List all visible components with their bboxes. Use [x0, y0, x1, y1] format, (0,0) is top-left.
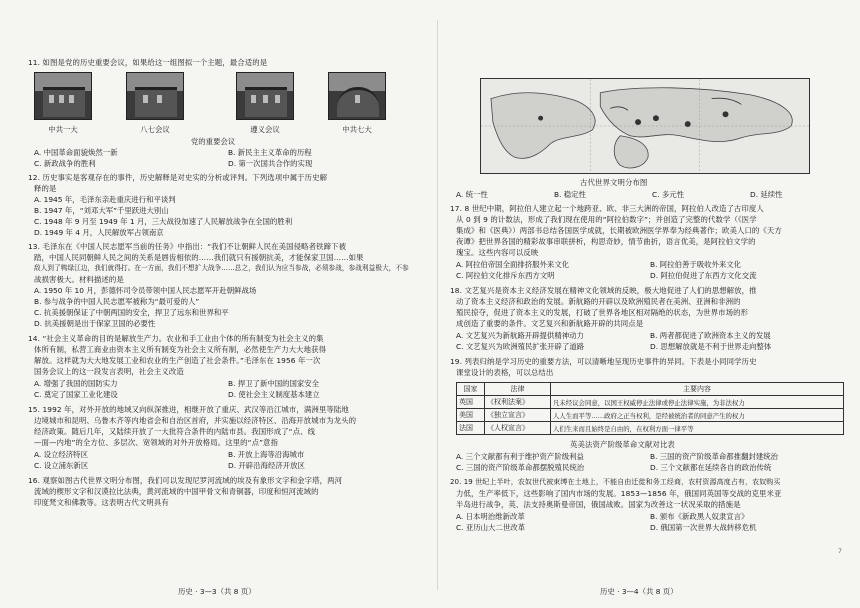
q15-line-3: 经济政策。随后几年，又陆续开放了一大批符合条件的内陆市县。我国形成了“点、线: [34, 427, 316, 436]
table-cell: 人人生而平等……政府之正当权利，是经被统治者的同意产生的权力: [551, 409, 844, 422]
q20-line-3: 半岛进行战争，英、法支持奥斯曼帝国，俄国战败。国家为改善这一状况采取的措施是: [456, 500, 741, 509]
q12-option-d[interactable]: D. 1949 年 4 月，人民解放军占领南京: [34, 228, 164, 237]
q13-line-2: 踏，中国人民同朝鲜人民之间的关系是唇齿相依的……我们就只有援朝抗美，才能保家卫国……如果: [34, 253, 364, 262]
table-row: [457, 396, 844, 409]
q16-option-d[interactable]: D. 延续性: [750, 190, 783, 199]
q15-option-c[interactable]: C. 设立浦东新区: [34, 461, 89, 470]
q20-line-2: 力低，生产率低下，这些影响了国内市场的发展。1853—1856 年，俄国同英国等交战的克里米亚: [456, 489, 782, 498]
table-cell: 《人权宣言》: [485, 422, 551, 435]
q17-option-d[interactable]: D. 阿拉伯促进了东西方文化交流: [650, 271, 757, 280]
q18-line-1: 18. 文艺复兴是资本主义经济发展在精神文化领域的反映，极大地促进了人们的思想解放，推: [450, 286, 757, 295]
q19-line-2: 课堂设计的表格，可以总结出: [456, 368, 554, 377]
right-page-footer: 历史 · 3—4（共 8 页）: [600, 587, 678, 596]
q14-line-4: 国务会议上的这一段发言表明，社会主义改造: [34, 367, 184, 376]
q15-line-1: 15. 1992 年，对外开放的地域又向纵深推进，相继开放了重庆、武汉等沿江城市，满洲里等陆地: [28, 405, 349, 414]
table-header-row: [457, 383, 844, 396]
table-caption: 英美法资产阶级革命文献对比表: [570, 440, 675, 449]
ancient-civilization-map: [480, 78, 810, 174]
q20-option-c[interactable]: C. 亚历山大二世改革: [456, 523, 525, 532]
q11-stem: 11. 如图是党的历史重要会议，如果给这一组图拟一个主题，最合适的是: [28, 58, 268, 67]
q18-option-a[interactable]: A. 文艺复兴为新航路开辟提供精神动力: [456, 331, 584, 340]
q11-option-d[interactable]: D. 第一次国共合作的实现: [228, 159, 313, 168]
q13-option-a[interactable]: A. 1950 年 10 月，彭德怀司令员带领中国人民志愿军开赴朝鲜战场: [34, 286, 257, 295]
q11-option-a[interactable]: A. 中国革命面貌焕然一新: [34, 148, 118, 157]
photo-label-baqi: 八七会议: [140, 125, 170, 134]
photo-zunyi: [236, 72, 294, 120]
q17-line-2: 从 0 到 9 的计数法，形成了我们现在使用的“阿拉伯数字”；并创造了完整的代数学（《医学: [456, 215, 757, 224]
q19-option-a[interactable]: A. 三个文献都有利于维护资产阶级利益: [456, 452, 584, 461]
q18-option-d[interactable]: D. 思想解放就是不利于世界走向整体: [650, 342, 772, 351]
q17-line-4: 夜谭》把世界各国的精彩故事串联拼析，构思奇妙，情节曲折，语言优美，是阿拉伯文学的: [456, 237, 756, 246]
q18-line-4: 成创造了重要的条件。文艺复兴和新航路开辟的共同点是: [456, 319, 644, 328]
q17-option-a[interactable]: A. 阿拉伯帝国全面排挤服外来文化: [456, 260, 570, 269]
table-cell: 法国: [457, 422, 485, 435]
q12-line-2: 释的是: [34, 184, 57, 193]
table-cell: 英国: [457, 396, 485, 409]
photo-label-yida: 中共一大: [48, 125, 78, 134]
table-header: 主要内容: [551, 383, 844, 396]
q14-option-c[interactable]: C. 奠定了国家工业化建设: [34, 390, 118, 399]
q17-option-b[interactable]: B. 阿拉伯善于吸收外来文化: [650, 260, 742, 269]
q19-option-b[interactable]: B. 三国的资产阶级革命都推翻封建统治: [650, 452, 779, 461]
q11-option-c[interactable]: C. 新政战争的胜利: [34, 159, 96, 168]
q14-line-3: 解放。这样就为大大地发展工业和农业的生产创造了社会条件。”毛泽东在 1956 年一次: [34, 356, 321, 365]
q15-line-4: —面—内地”的全方位、多层次、宽领域的对外开放格局。这里的“点”意指: [34, 438, 278, 447]
table-row: [457, 409, 844, 422]
q11-option-b[interactable]: B. 新民主主义革命的历程: [228, 148, 312, 157]
q17-line-3: 集成》和《医典》）两部书总结各国医学成就，长期被欧洲医学界奉为经典著作；欧美人口的《天方: [456, 226, 782, 235]
q12-option-b[interactable]: B. 1947 年，“刘邓大军”千里跃进大别山: [34, 206, 169, 215]
left-page: [28, 0, 428, 608]
q14-option-b[interactable]: B. 捍卫了新中国的国家安全: [228, 379, 320, 388]
law-comparison-table: [456, 382, 844, 435]
table-cell: 人们生来而且始终是自由的，在权利方面一律平等: [551, 422, 844, 435]
q14-option-a[interactable]: A. 增强了我国的国防实力: [34, 379, 118, 388]
q12-option-a[interactable]: A. 1945 年，毛泽东亲赴重庆进行和平谈判: [34, 195, 176, 204]
q20-option-d[interactable]: D. 俄国第一次世界大战转移危机: [650, 523, 757, 532]
q15-option-b[interactable]: B. 开放上海等沿海城市: [228, 450, 305, 459]
q15-line-2: 边境城市和昆明、乌鲁木齐等内地省会和自治区首府，并实施以经济特区、沿海开放城市为龙头的: [34, 416, 357, 425]
q17-option-c[interactable]: C. 阿拉伯文化排斥东西方文明: [456, 271, 555, 280]
q16-option-a[interactable]: A. 统一性: [456, 190, 488, 199]
q13-line-3: 敌人到了鸭绿江边，我们就得打。在一方面，我们不想扩大战争……总之，我们认为应当参战，必须参战，参战利益极大，不参: [34, 264, 409, 272]
table-cell: 美国: [457, 409, 485, 422]
q18-line-2: 动了资本主义经济和政治的发展。新航路的开辟以及欧洲殖民者在美洲、亚洲和非洲的: [456, 297, 741, 306]
q15-option-a[interactable]: A. 设立经济特区: [34, 450, 88, 459]
q16-option-c[interactable]: C. 多元性: [652, 190, 685, 199]
q19-option-c[interactable]: C. 三国的资产阶级革命都摆脱殖民统治: [456, 463, 585, 472]
photo-group-caption: 党的重要会议: [190, 137, 236, 146]
q20-option-a[interactable]: A. 日本明治维新改革: [456, 512, 525, 521]
q16-line-1: 16. 观察如图古代世界文明分布图，我们可以发现尼罗河流域的埃及有象形文字和金字塔，两河: [28, 476, 343, 485]
q14-option-d[interactable]: D. 使社会主义制度基本建立: [228, 390, 320, 399]
q16-line-2: 流域的楔形文字和汉谟拉比法典，黄河流域的中国甲骨文和青铜器，印度和恒河流域的: [34, 487, 319, 496]
left-page-footer: 历史 · 3—3（共 8 页）: [178, 587, 256, 596]
corner-mark: 7: [838, 548, 842, 555]
q19-option-d[interactable]: D. 三个文献都在延续各自的政治传统: [650, 463, 772, 472]
photo-label-zunyi: 遵义会议: [250, 125, 280, 134]
table-row: [457, 422, 844, 435]
table-cell: 《权利法案》: [485, 396, 551, 409]
photo-qida: [328, 72, 386, 120]
q13-option-c[interactable]: C. 抗美援朝保证了中朝两国的安全，捍卫了远东和世界和平: [34, 308, 229, 317]
q16-option-b[interactable]: B. 稳定性: [554, 190, 586, 199]
q13-option-d[interactable]: D. 抗美援朝是出于保家卫国的必要性: [34, 319, 156, 328]
q13-option-b[interactable]: B. 参与战争的中国人民志愿军被称为“最可爱的人”: [34, 297, 200, 306]
q17-line-5: 瑰宝。这些内容可以反映: [456, 248, 539, 257]
q17-line-1: 17. 8 世纪中期，阿拉伯人建立起一个地跨亚、欧、非三大洲的帝国，阿拉伯人改造了古印度人: [450, 204, 764, 213]
page-divider: [437, 20, 438, 590]
table-header: 国家: [457, 383, 485, 396]
q14-line-2: 体所有制，私营工商业由资本主义所有制变为社会主义所有制，必然使生产力大大地获得: [34, 345, 327, 354]
q20-line-1: 20. 19 世纪上半叶，农奴世代被束缚在土地上，不能自由迁徙和务工经商，农村资源高度占有，农奴购买: [450, 478, 781, 486]
right-page: [450, 0, 848, 608]
q13-line-4: 战损害极大。材料描述的是: [34, 275, 124, 284]
q19-line-1: 19. 列表归纳是学习历史的重要方法，可以清晰地呈现历史事件的异同。下表是小同同学历史: [450, 357, 757, 366]
q12-line-1: 12. 历史事实是客观存在的事件，历史解释是对史实的分析或评判。下列选项中属于历史解: [28, 173, 328, 182]
map-caption: 古代世界文明分布图: [580, 178, 648, 187]
q13-line-1: 13. 毛泽东在《中国人民志愿军当前的任务》中指出：“我们不让朝鲜人民在美国侵略者铁蹄下被: [28, 242, 347, 251]
photo-yida: [34, 72, 92, 120]
q18-option-b[interactable]: B. 两者都促进了欧洲资本主义的发展: [650, 331, 771, 340]
q12-option-c[interactable]: C. 1948 年 9 月至 1949 年 1 月，三大战役加速了人民解放战争在全国的胜利: [34, 217, 293, 226]
table-cell: 《独立宣言》: [485, 409, 551, 422]
photo-baqi: [126, 72, 184, 120]
q14-line-1: 14. “社会主义革命的目的是解放生产力。农业和手工业由个体的所有制变为社会主义的集: [28, 334, 324, 343]
q18-option-c[interactable]: C. 文艺复兴为欧洲殖民扩张开辟了道路: [456, 342, 585, 351]
q18-line-3: 殖民掠夺，促进了资本主义的发展，打破了世界各地区相对隔绝的状态，为世界市场的形: [456, 308, 749, 317]
q16-line-3: 印度梵文和佛教等。这表明古代文明具有: [34, 498, 169, 507]
table-header: 法律: [485, 383, 551, 396]
table-cell: 凡未经议会同意，以国王权威停止法律或停止法律实施，为非法权力: [551, 396, 844, 409]
q15-option-d[interactable]: D. 开辟沿海经济开放区: [228, 461, 305, 470]
q20-option-b[interactable]: B. 颁布《新政黑人奴隶宣言》: [650, 512, 749, 521]
photo-label-qida: 中共七大: [342, 125, 372, 134]
